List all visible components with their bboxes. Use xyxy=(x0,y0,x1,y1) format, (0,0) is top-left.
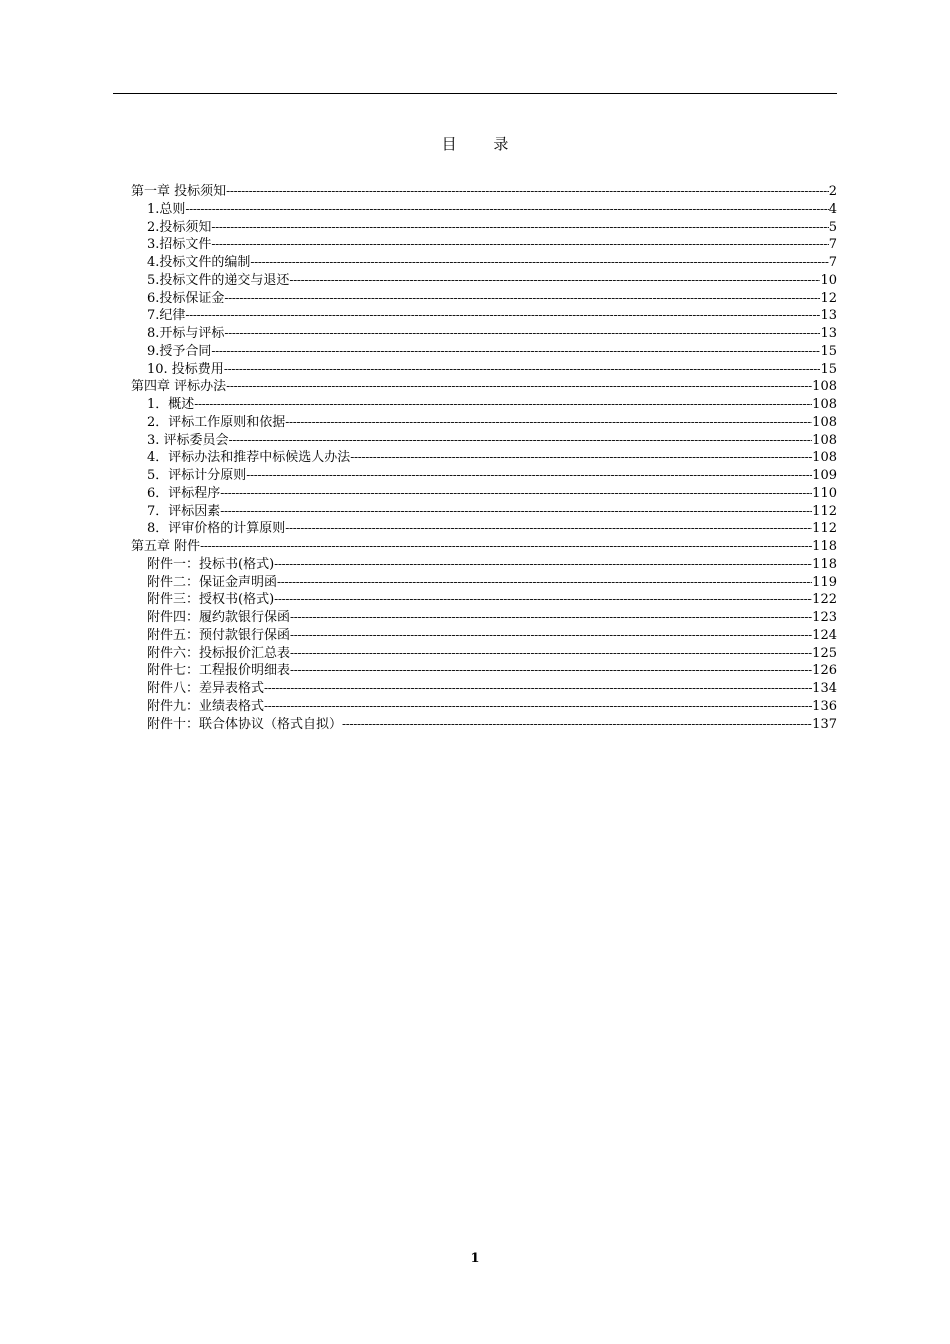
toc-entry-label: 8.开标与评标 xyxy=(147,326,225,341)
toc-entry-page: 108 xyxy=(812,432,837,448)
toc-dot-leader xyxy=(290,662,812,680)
toc-section-entry[interactable] xyxy=(131,680,837,698)
toc-entry-page: 13 xyxy=(820,326,837,341)
toc-dot-leader xyxy=(274,591,812,609)
toc-dot-leader xyxy=(277,574,812,592)
toc-dot-leader xyxy=(290,645,812,663)
toc-entry-page: 2 xyxy=(828,184,837,199)
toc-chapter-entry[interactable] xyxy=(131,183,837,201)
toc-dot-leader xyxy=(224,290,820,308)
toc-section-entry[interactable] xyxy=(131,520,837,538)
toc-dot-leader xyxy=(220,485,812,503)
toc-dot-leader xyxy=(264,680,812,698)
toc-chapter-entry[interactable] xyxy=(131,378,837,396)
toc-section-entry[interactable] xyxy=(131,574,837,592)
page-number: 1 xyxy=(470,1251,480,1266)
toc-entry-label: 附件六：投标报价汇总表 xyxy=(147,645,291,661)
toc-entry-label: 1.总则 xyxy=(147,201,186,217)
toc-section-entry[interactable] xyxy=(131,396,837,414)
toc-entry-label: 7．评标因素 xyxy=(147,503,221,519)
toc-section-entry[interactable] xyxy=(131,201,837,219)
toc-dot-leader xyxy=(224,325,820,343)
toc-entry-label: 附件九：业绩表格式 xyxy=(147,698,265,714)
toc-section-entry[interactable] xyxy=(131,698,837,716)
toc-entry-label: 4．评标办法和推荐中标候选人办法 xyxy=(147,450,351,466)
toc-entry-label: 6．评标程序 xyxy=(147,485,221,501)
toc-section-entry[interactable] xyxy=(131,325,837,343)
toc-entry-label: 附件一：投标书(格式) xyxy=(147,556,275,572)
toc-dot-leader xyxy=(229,432,813,450)
toc-dot-leader xyxy=(290,609,812,627)
toc-dot-leader xyxy=(220,503,812,521)
toc-entry-label: 第一章 投标须知 xyxy=(131,184,227,199)
toc-dot-leader xyxy=(246,467,812,485)
toc-entry-page: 5 xyxy=(828,219,837,235)
toc-section-entry[interactable] xyxy=(131,503,837,521)
toc-entry-label: 1．概述 xyxy=(147,397,195,412)
toc-dot-leader xyxy=(274,556,812,574)
toc-entry-page: 134 xyxy=(812,681,837,696)
toc-chapter-entry[interactable] xyxy=(131,538,837,556)
toc-section-entry[interactable] xyxy=(131,343,837,361)
toc-entry-page: 119 xyxy=(812,574,837,590)
toc-entry-label: 8．评审价格的计算原则 xyxy=(147,521,286,537)
toc-entry-page: 108 xyxy=(812,397,837,412)
toc-section-entry[interactable] xyxy=(131,556,837,574)
toc-entry-page: 15 xyxy=(820,343,837,359)
toc-section-entry[interactable] xyxy=(131,467,837,485)
toc-entry-page: 109 xyxy=(812,468,837,483)
toc-dot-leader xyxy=(250,254,828,272)
toc-entry-page: 124 xyxy=(812,627,837,643)
toc-entry-label: 2．评标工作原则和依据 xyxy=(147,414,286,430)
toc-section-entry[interactable] xyxy=(131,716,837,734)
toc-entry-label: 5．评标计分原则 xyxy=(147,468,247,483)
toc-dot-leader xyxy=(226,378,812,396)
toc-dot-leader xyxy=(264,698,812,716)
toc-section-entry[interactable] xyxy=(131,662,837,680)
toc-entry-page: 13 xyxy=(820,308,837,324)
toc-dot-leader xyxy=(200,538,812,556)
toc-section-entry[interactable] xyxy=(131,591,837,609)
toc-section-entry[interactable] xyxy=(131,485,837,503)
toc-entry-label: 4.投标文件的编制 xyxy=(147,255,251,270)
toc-entry-label: 附件二：保证金声明函 xyxy=(147,574,278,590)
toc-entry-label: 6.投标保证金 xyxy=(147,290,225,306)
toc-section-entry[interactable] xyxy=(131,609,837,627)
toc-dot-leader xyxy=(290,627,812,645)
toc-entry-page: 108 xyxy=(812,414,837,430)
toc-entry-label: 附件八：差异表格式 xyxy=(147,681,265,696)
toc-section-entry[interactable] xyxy=(131,645,837,663)
table-of-contents xyxy=(131,183,837,733)
toc-entry-page: 122 xyxy=(812,592,837,608)
toc-section-entry[interactable] xyxy=(131,627,837,645)
toc-section-entry[interactable] xyxy=(131,219,837,237)
toc-entry-page: 126 xyxy=(812,663,837,679)
toc-entry-page: 10 xyxy=(820,272,837,288)
toc-dot-leader xyxy=(224,361,821,379)
toc-entry-page: 112 xyxy=(812,521,837,537)
toc-entry-label: 5.投标文件的递交与退还 xyxy=(147,272,290,288)
toc-entry-page: 4 xyxy=(828,201,837,217)
toc-entry-page: 112 xyxy=(812,503,837,519)
toc-section-entry[interactable] xyxy=(131,414,837,432)
toc-section-entry[interactable] xyxy=(131,361,837,379)
toc-entry-label: 第四章 评标办法 xyxy=(131,379,227,395)
toc-entry-page: 118 xyxy=(812,556,837,572)
toc-entry-label: 2.投标须知 xyxy=(147,219,212,235)
toc-entry-page: 136 xyxy=(812,698,837,714)
toc-entry-page: 125 xyxy=(812,645,837,661)
toc-dot-leader xyxy=(342,716,812,734)
toc-entry-page: 118 xyxy=(812,539,837,554)
toc-section-entry[interactable] xyxy=(131,254,837,272)
toc-section-entry[interactable] xyxy=(131,272,837,290)
toc-dot-leader xyxy=(350,449,812,467)
toc-entry-page: 15 xyxy=(820,361,837,377)
toc-entry-page: 7 xyxy=(828,255,837,270)
toc-entry-page: 12 xyxy=(820,290,837,306)
toc-entry-label: 附件四：履约款银行保函 xyxy=(147,610,291,625)
toc-entry-label: 附件五：预付款银行保函 xyxy=(147,627,291,643)
toc-entry-page: 123 xyxy=(812,610,837,625)
toc-title: 目 录 xyxy=(441,135,525,153)
toc-entry-label: 附件七：工程报价明细表 xyxy=(147,663,291,679)
toc-dot-leader xyxy=(185,201,828,219)
toc-section-entry[interactable] xyxy=(131,290,837,308)
toc-entry-label: 第五章 附件 xyxy=(131,539,201,554)
toc-entry-label: 附件三：授权书(格式) xyxy=(147,592,275,608)
toc-section-entry[interactable] xyxy=(131,307,837,325)
toc-entry-label: 3. 评标委员会 xyxy=(147,432,229,448)
toc-dot-leader xyxy=(211,236,828,254)
toc-dot-leader xyxy=(211,343,820,361)
toc-entry-page: 110 xyxy=(812,485,837,501)
toc-dot-leader xyxy=(185,307,820,325)
header-rule xyxy=(113,93,837,94)
toc-entry-page: 108 xyxy=(812,379,837,395)
toc-dot-leader xyxy=(226,183,829,201)
toc-entry-page: 137 xyxy=(812,716,837,732)
toc-entry-label: 3.招标文件 xyxy=(147,237,212,253)
toc-entry-page: 108 xyxy=(812,450,837,466)
toc-section-entry[interactable] xyxy=(131,449,837,467)
toc-entry-page: 7 xyxy=(828,237,837,253)
toc-dot-leader xyxy=(211,219,828,237)
toc-entry-label: 7.纪律 xyxy=(147,308,186,324)
toc-entry-label: 9.授予合同 xyxy=(147,343,212,359)
toc-entry-label: 附件十：联合体协议（格式自拟） xyxy=(147,716,343,732)
toc-section-entry[interactable] xyxy=(131,236,837,254)
toc-section-entry[interactable] xyxy=(131,432,837,450)
toc-dot-leader xyxy=(285,414,812,432)
toc-dot-leader xyxy=(285,520,812,538)
toc-dot-leader xyxy=(289,272,820,290)
toc-entry-label: 10. 投标费用 xyxy=(147,361,224,377)
toc-dot-leader xyxy=(194,396,812,414)
